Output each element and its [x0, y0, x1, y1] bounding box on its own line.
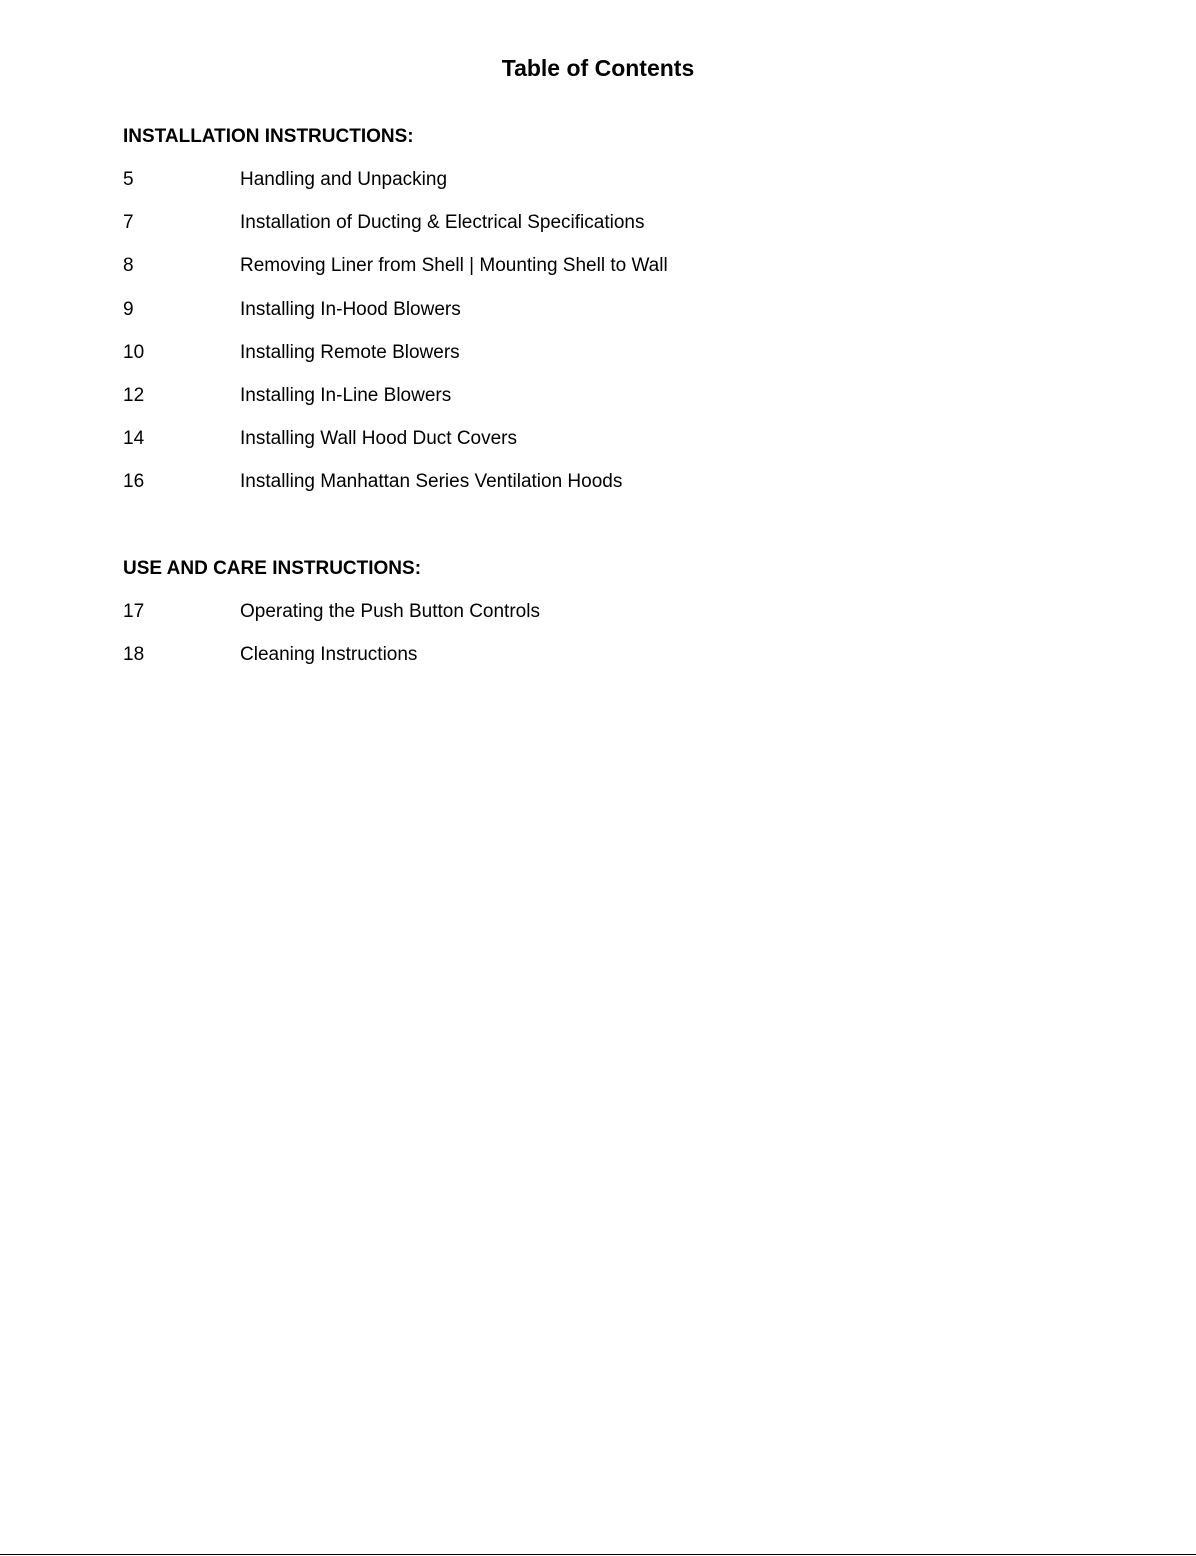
toc-entry-title: Cleaning Instructions [240, 644, 418, 665]
toc-entry[interactable] [123, 254, 1023, 278]
toc-entry-title: Handling and Unpacking [240, 169, 448, 190]
toc-entry[interactable] [123, 341, 1023, 365]
toc-entry-title: Installing In-Line Blowers [240, 385, 452, 406]
section-heading-use-and-care: USE AND CARE INSTRUCTIONS: [123, 558, 422, 579]
toc-page-number: 5 [123, 169, 134, 190]
toc-entry-title: Removing Liner from Shell | Mounting Shell to Wall [240, 255, 668, 276]
toc-entry-title: Installing Manhattan Series Ventilation Hoods [240, 471, 623, 492]
toc-entry[interactable] [123, 168, 1023, 192]
toc-entry[interactable] [123, 600, 1023, 624]
toc-entry-title: Installing Remote Blowers [240, 342, 460, 363]
toc-entry[interactable] [123, 211, 1023, 235]
toc-entry-title: Installing Wall Hood Duct Covers [240, 428, 518, 449]
toc-page-number: 8 [123, 255, 134, 276]
toc-entry-title: Operating the Push Button Controls [240, 601, 540, 622]
toc-entry[interactable] [123, 427, 1023, 451]
toc-entry[interactable] [123, 470, 1023, 494]
toc-page-number: 10 [123, 342, 145, 363]
toc-page-number: 17 [123, 601, 145, 622]
toc-entry-title: Installing In-Hood Blowers [240, 299, 461, 320]
toc-entry[interactable] [123, 643, 1023, 667]
toc-entry-title: Installation of Ducting & Electrical Specifications [240, 212, 645, 233]
page-bottom-divider [0, 1554, 1196, 1555]
toc-page-number: 12 [123, 385, 145, 406]
toc-page-number: 18 [123, 644, 145, 665]
page-title: Table of Contents [501, 55, 695, 81]
toc-page-number: 14 [123, 428, 145, 449]
section-heading-installation: INSTALLATION INSTRUCTIONS: [123, 126, 414, 147]
toc-page-number: 16 [123, 471, 145, 492]
toc-page-number: 7 [123, 212, 134, 233]
toc-entry[interactable] [123, 298, 1023, 322]
toc-entry[interactable] [123, 384, 1023, 408]
toc-page-number: 9 [123, 299, 134, 320]
